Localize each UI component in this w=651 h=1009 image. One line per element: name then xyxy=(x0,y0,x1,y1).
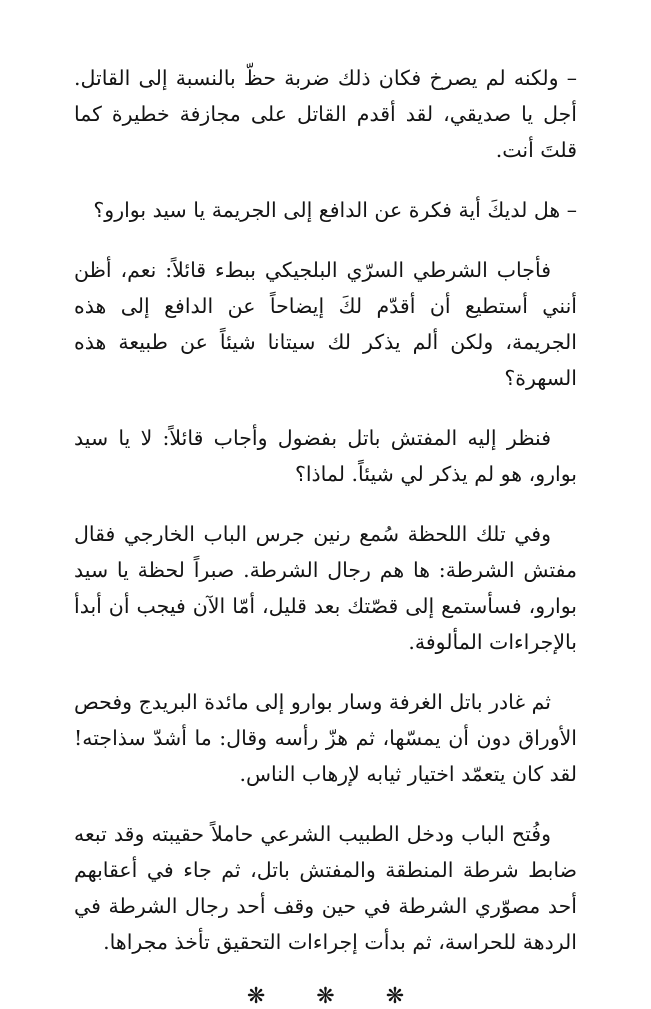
paragraph-2: – هل لديكَ أية فكرة عن الدافع إلى الجريمة يا سيد بوارو؟ xyxy=(93,198,577,222)
section-separator: ❋ ❋ ❋ xyxy=(246,984,427,1009)
paragraph-4: فنظر إليه المفتش باتل بفضول وأجاب قائلاً: لا يا سيد بوارو، هو لم يذكر لي شيئاً. لماذا؟ xyxy=(74,426,577,486)
paragraph-3: فأجاب الشرطي السرّي البلجيكي ببطء قائلاً: نعم، أظن أنني أستطيع أن أقدّم لكَ إيضاحاً عن الدافع إلى هذه الجريمة، ولكن ألم يذكر لك سيتانا شيئاً عن طبيعة هذه السهرة؟ xyxy=(74,258,577,390)
paragraph-5: وفي تلك اللحظة سُمع رنين جرس الباب الخارجي فقال مفتش الشرطة: ها هم رجال الشرطة. صبراً لحظة يا سيد بوارو، فسأستمع إلى قصّتك بعد قليل، أمّا الآن فيجب أن أبدأ بالإجراءات المألوفة. xyxy=(74,522,577,654)
paragraph-6: ثم غادر باتل الغرفة وسار بوارو إلى مائدة البريدج وفحص الأوراق دون أن يمسّها، ثم هزّ رأسه وقال: ما أشدّ سذاجته! لقد كان يتعمّد اختيار ثيابه لإرهاب الناس. xyxy=(74,690,577,786)
paragraph-7: وفُتح الباب ودخل الطبيب الشرعي حاملاً حقيبته وقد تبعه ضابط شرطة المنطقة والمفتش باتل، ثم جاء في أعقابهم أحد مصوّري الشرطة في حين وقف أحد رجال الشرطة في الردهة للحراسة، ثم بدأت إجراءات التحقيق تأخذ مجراها. xyxy=(74,822,577,954)
paragraph-1: – ولكنه لم يصرخ فكان ذلك ضربة حظّ بالنسبة إلى القاتل. أجل يا صديقي، لقد أقدم القاتل على مجازفة خطيرة كما قلتَ أنت. xyxy=(74,66,577,162)
